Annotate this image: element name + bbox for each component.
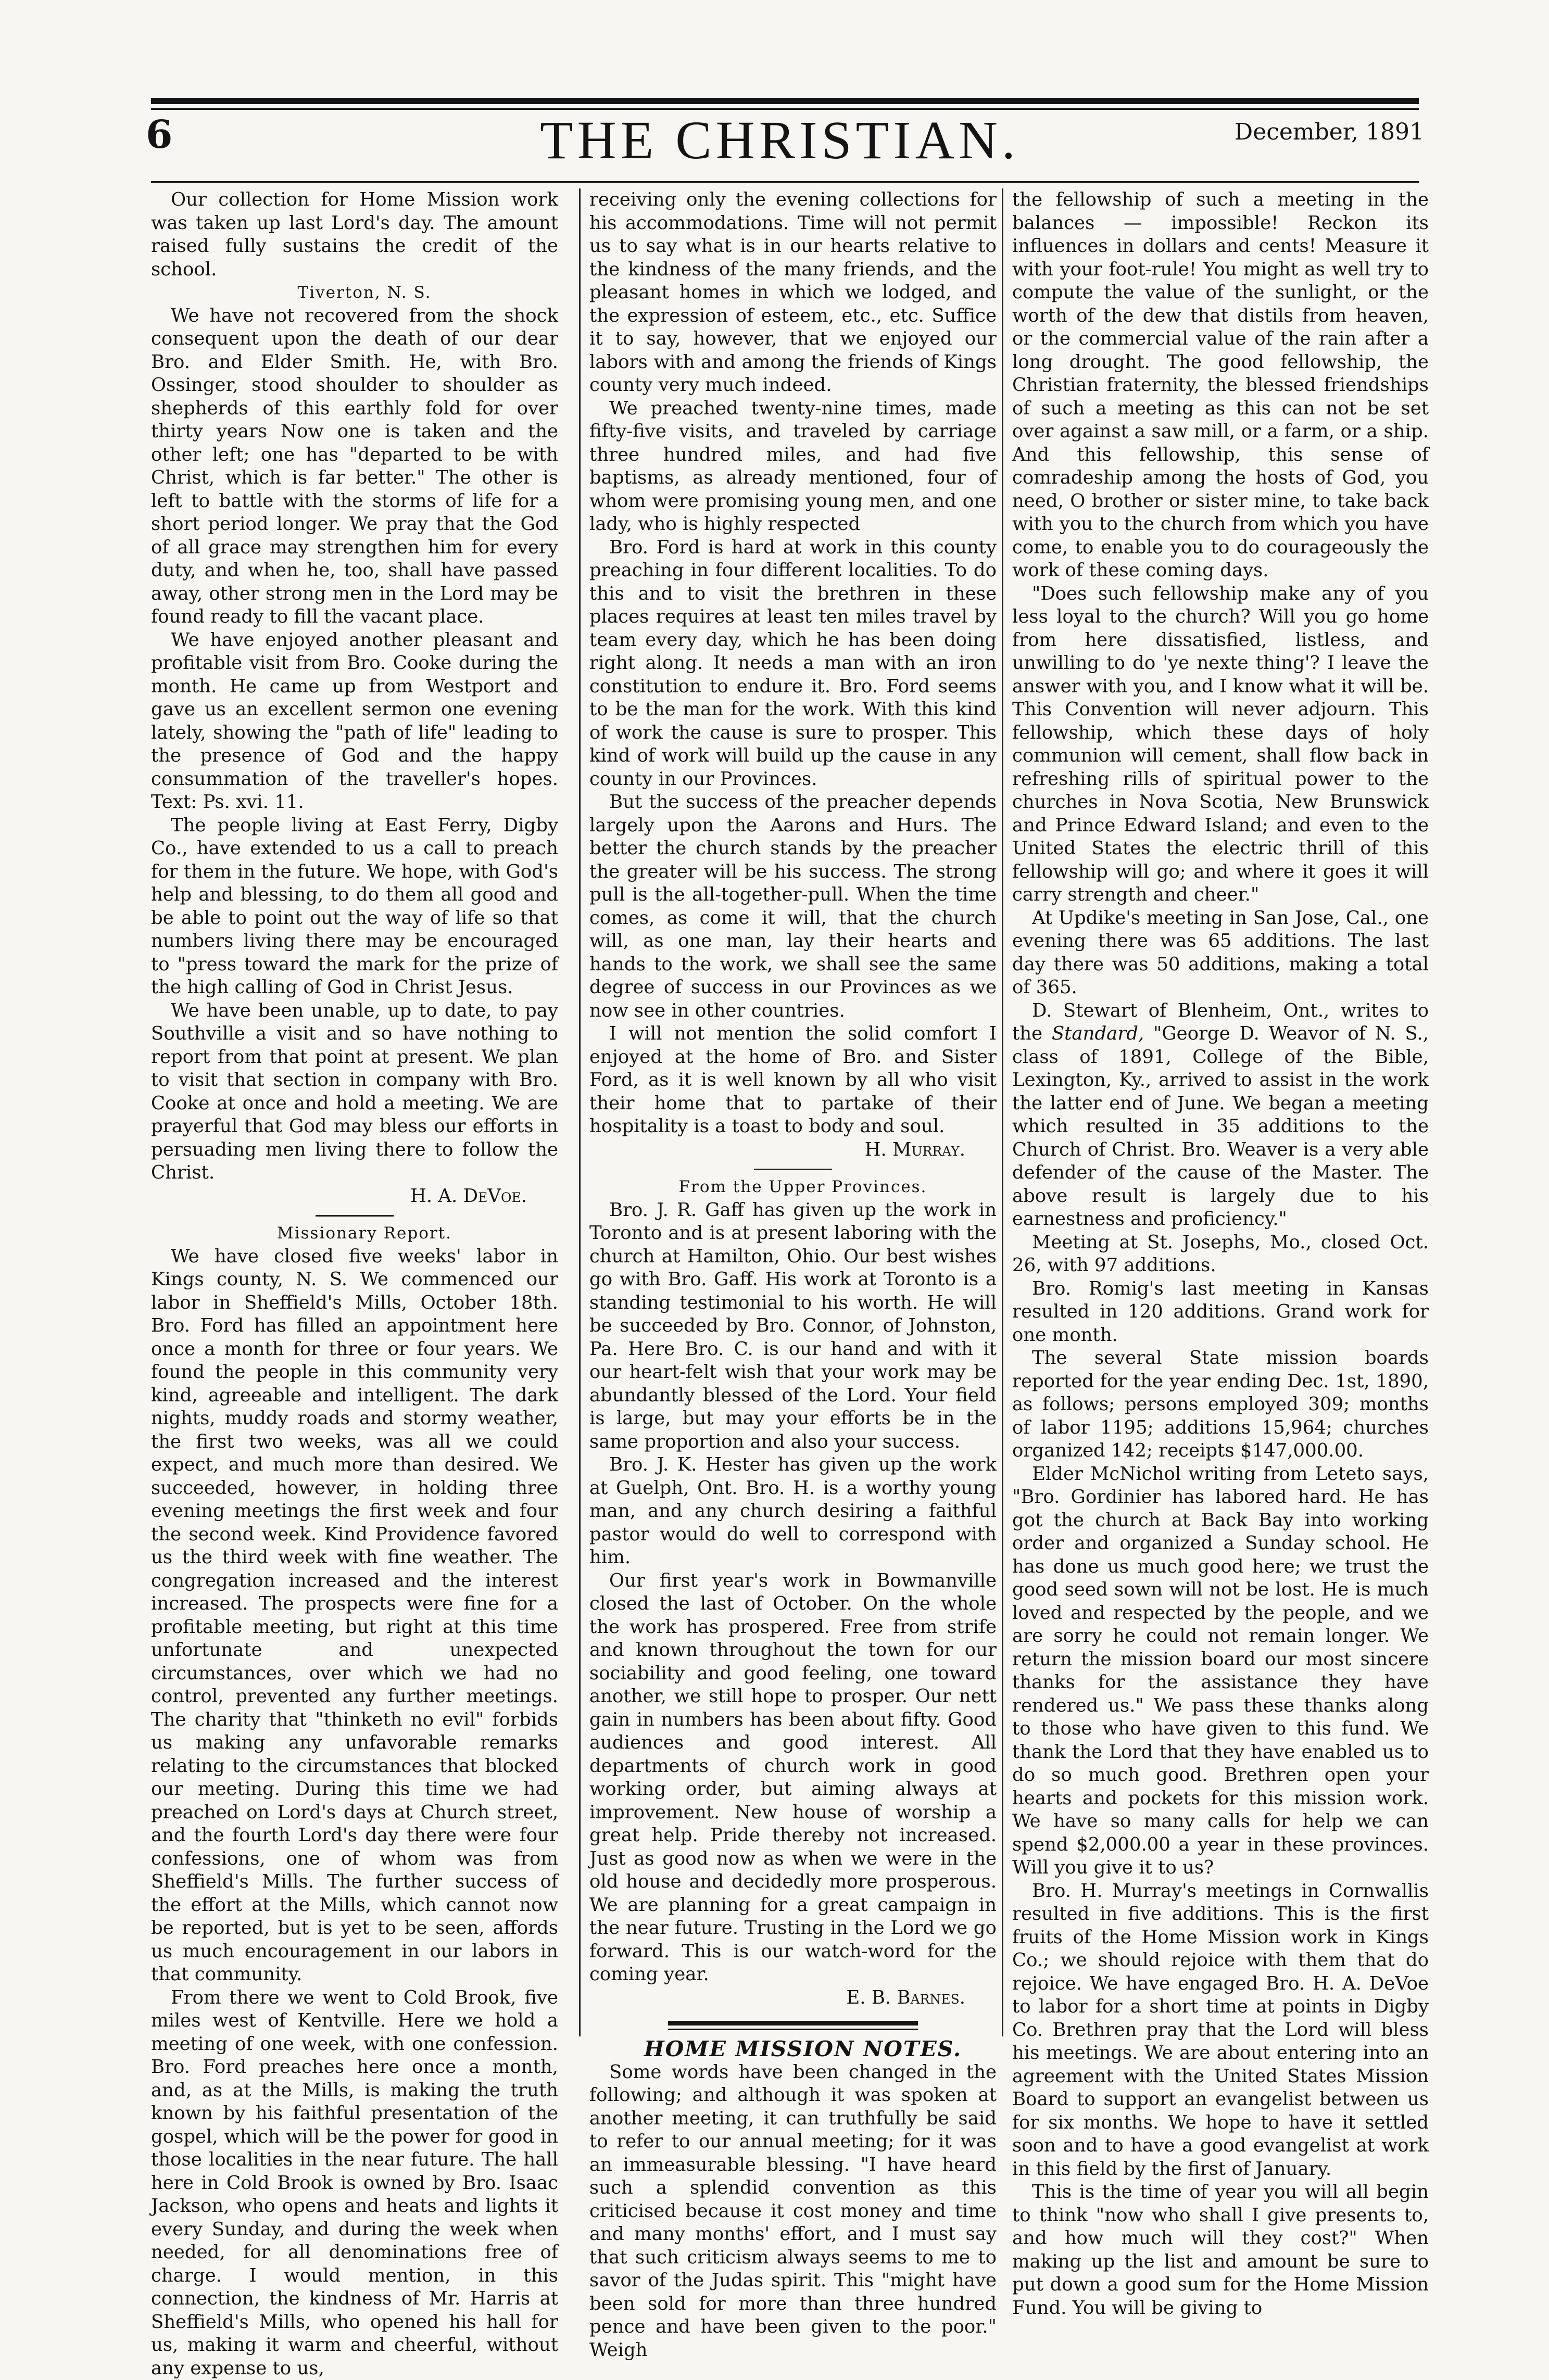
paragraph: receiving only the evening collections for his accommodations. Time will not permit us to say what is in our hearts relative to the kindness of the many friends, and the pleasant homes in which we lodged, and the expression of esteem, etc., etc. Suffice it to say, however, that we enjoyed our labors with and among the friends of Kings county very much indeed.	[589, 188, 997, 397]
paragraph: I will not mention the solid comfort I enjoyed at the home of Bro. and Sister Ford, as it is well known by all who visit their home that to partake of their hospitality is a toast to body and soul.	[589, 1022, 997, 1138]
paragraph: We preached twenty-nine times, made fifty-five visits, and traveled by carriage three hundred miles, and had five baptisms, as already mentioned, four of whom were promising young men, and one lady, who is highly respected	[589, 397, 997, 536]
newspaper-title: THE CHRISTIAN.	[135, 109, 1424, 171]
masthead	[135, 109, 1424, 177]
paragraph: the fellowship of such a meeting in the balances — impossible! Reckon its influences in dollars and cents! Measure it with your foot-rule! You might as well try to compute the value of the sunlight, or the worth of the dew that distils from heaven, or the commercial value of the rain after a long drought. The good fellowship, the Christian fraternity, the blessed friendships of such a meeting as this can not be set over against a saw mill, or a farm, or a ship. And this fellowship, this sense of comradeship among the hosts of God, you need, O brother or sister mine, to take back with you to the church from which you have come, to enable you to do courageously the work of these coming days.	[1012, 188, 1429, 583]
section-heading-missionary-report: Missionary Report.	[151, 1222, 558, 1245]
paragraph: "Does such fellowship make any of you less loyal to the church? Will you go home from here dissatisfied, listless, and unwilling to do 'ye nexte thing'? I leave the answer with you, and I know what it will be. This Convention will never adjourn. This fellowship, which these days of holy communion will cement, shall flow back in refreshing rills of spiritual power to the churches in Nova Scotia, New Brunswick and Prince Edward Island; and even to the United States the electric thrill of this fellowship will go; and where it goes it will carry strength and cheer."	[1012, 583, 1429, 907]
paragraph: This is the time of year you will all begin to think "now who shall I give presents to, and how much will they cost?" When making up the list and amount be sure to put down a good sum for the Home Mission Fund. You will be giving to	[1012, 2181, 1429, 2320]
paragraph: Bro. J. R. Gaff has given up the work in Toronto and is at present laboring with the church at Hamilton, Ohio. Our best wishes go with Bro. Gaff. His work at Toronto is a standing testimonial to his worth. He will be succeeded by Bro. Connor, of Johnston, Pa. Here Bro. C. is our hand and with it our heart-felt wish that your work may be abundantly blessed of the Lord. Your field is large, but may your efforts be in the same proportion and also your success.	[589, 1199, 997, 1454]
section-banner-home-mission-notes: HOME MISSION NOTES.	[589, 2037, 997, 2061]
paragraph: Our first year's work in Bowmanville closed the last of October. On the whole the work has prospered. Free from strife and known throughout the town for our sociability and good feeling, one toward another, we still hope to prosper. Our nett gain in numbers has been about fifty. Good audiences and good interest. All departments of church work in good working order, but aiming always at improvement. New house of worship a great help. Pride thereby not increased. Just as good now as when we were in the old house and decidedly more prosperous. We are planning for a great campaign in the near future. Trusting in the Lord we go forward. This is our watch-word for the coming year.	[589, 1569, 997, 1986]
masthead-bottom-rule	[151, 181, 1419, 183]
column-rule-2	[1002, 188, 1003, 2036]
paragraph: Bro. Ford is hard at work in this county preaching in four different localities. To do this and to visit the brethren in these places requires at least ten miles travel by team every day, which he has been doing right along. It needs a man with an iron constitution to endure it. Bro. Ford seems to be the man for the work. With this kind of work the cause is sure to prosper. This kind of work will build up the cause in any county in our Provinces.	[589, 536, 997, 791]
section-divider	[316, 1215, 394, 1217]
masthead-top-rule	[151, 98, 1419, 104]
issue-date: December, 1891	[1235, 119, 1424, 145]
paragraph: But the success of the preacher depends largely upon the Aarons and Hurs. The better the church stands by the preacher the greater will be his success. The strong pull is the all-together-pull. When the time comes, as come it will, that the church will, as one man, lay their hearts and hands to the work, we shall see the same degree of success in our Provinces as we now see in other countries.	[589, 791, 997, 1022]
paragraph: Bro. J. K. Hester has given up the work at Guelph, Ont. Bro. H. is a worthy young man, and any church desiring a faithful pastor would do well to correspond with him.	[589, 1453, 997, 1569]
paragraph: Some words have been changed in the following; and although it was spoken at another meeting, it can truthfully be said to refer to our annual meeting; for it was an immeasurable blessing. "I have heard such a splendid convention as this criticised because it cost money and time and many months' effort, and I must say that such criticism always seems to me to savor of the Judas spirit. This "might have been sold for more than three hundred pence and have been given to the poor." Weigh	[589, 2061, 997, 2362]
paragraph: The people living at East Ferry, Digby Co., have extended to us a call to preach for them in the future. We hope, with God's help and blessing, to do them all good and be able to point out the way of life so that numbers living there may be encouraged to "press toward the mark for the prize of the high calling of God in Christ Jesus.	[151, 814, 558, 999]
paragraph: We have been unable, up to date, to pay Southville a visit and so have nothing to report from that point at present. We plan to visit that section in company with Bro. Cooke at once and hold a meeting. We are prayerful that God may bless our efforts in persuading men living there to follow the Christ.	[151, 999, 558, 1185]
publication-name-standard: Standard,	[1052, 1023, 1144, 1044]
paragraph: Bro. H. Murray's meetings in Cornwallis resulted in five additions. This is the first fruits of the Home Mission work in Kings Co.; we should rejoice with them that do rejoice. We have engaged Bro. H. A. DeVoe to labor for a short time at points in Digby Co. Brethren pray that the Lord will bless his meetings. We are about entering into an agreement with the United States Mission Board to support an evangelist between us for six months. We hope to have it settled soon and to have a good evangelist at work in this field by the first of January.	[1012, 1880, 1429, 2181]
signature-devoe: H. A. DeVoe.	[151, 1185, 558, 1208]
column-1	[151, 188, 558, 2034]
paragraph: Bro. Romig's last meeting in Kansas resulted in 120 additions. Grand work for one month.	[1012, 1277, 1429, 1347]
signature-murray: H. Murray.	[589, 1138, 997, 1162]
section-heading-upper-provinces: From the Upper Provinces.	[589, 1175, 997, 1199]
text-run: "George D. Weavor of N. S., class of 1891, College of the Bible, Lexington, Ky., arrived to assist in the work the latter end of June. We began a meeting which resulted in 35 additions to the Church of Christ. Bro. Weaver is a very able defender of the cause of the Master. The above result is largely due to his earnestness and proficiency."	[1012, 1023, 1429, 1230]
section-heading-tiverton: Tiverton, N. S.	[151, 281, 558, 305]
signature-barnes: E. B. Barnes.	[589, 1986, 997, 2010]
paragraph: We have closed five weeks' labor in Kings county, N. S. We commenced our labor in Sheffield's Mills, October 18th. Bro. Ford has filled an appointment here once a month for three or four years. We found the people in this community very kind, agreeable and intelligent. The dark nights, muddy roads and stormy weather, the first two weeks, was all we could expect, and much more than desired. We succeeded, however, in holding three evening meetings the first week and four the second week. Kind Providence favored us the third week with fine weather. The congregation increased and the interest increased. The prospects were fine for a profitable meeting, but right at this time unfortunate and unexpected circumstances, over which we had no control, prevented any further meetings. The charity that "thinketh no evil" forbids us making any unfavorable remarks relating to the circumstances that blocked our meeting. During this time we had preached on Lord's days at Church street, and the fourth Lord's day there were four confessions, one of whom was from Sheffield's Mills. The further success of the effort at the Mills, which cannot now be reported, but is yet to be seen, affords us much encouragement in our labors in that community.	[151, 1245, 558, 1986]
page-number: 6	[146, 112, 173, 157]
column-2	[589, 188, 997, 2034]
paragraph: We have enjoyed another pleasant and profitable visit from Bro. Cooke during the month. He came up from Westport and gave us an excellent sermon one evening lately, showing the "path of life" leading to the presence of God and the happy consummation of the traveller's hopes. Text: Ps. xvi. 11.	[151, 629, 558, 814]
paragraph: Elder McNichol writing from Leteto says, "Bro. Gordinier has labored hard. He has got the church at Back Bay into working order and organized a Sunday school. He has done us much good here; we trust the good seed sown will not be lost. He is much loved and respected by the people, and we are sorry he could not remain longer. We return the mission board our most sincere thanks for the assistance they have rendered us." We pass these thanks along to those who have given to this fund. We thank the Lord that they have enabled us to do so much good. Brethren open your hearts and pockets for this mission work. We have so many calls for help we can spend $2,000.00 a year in these provinces. Will you give it to us?	[1012, 1463, 1429, 1880]
paragraph: Our collection for Home Mission work was taken up last Lord's day. The amount raised fully sustains the credit of the school.	[151, 188, 558, 281]
column-rule-1	[579, 188, 581, 2036]
paragraph: The several State mission boards reported for the year ending Dec. 1st, 1890, as follows; persons employed 309; months of labor 1195; additions 15,964; churches organized 142; receipts $147,000.00.	[1012, 1347, 1429, 1463]
paragraph	[1012, 999, 1429, 1231]
banner-rule-thin	[668, 2029, 918, 2030]
paragraph: At Updike's meeting in San Jose, Cal., one evening there was 65 additions. The last day there was 50 additions, making a total of 365.	[1012, 907, 1429, 999]
paragraph: From there we went to Cold Brook, five miles west of Kentville. Here we hold a meeting of one week, with one confession. Bro. Ford preaches here once a month, and, as at the Mills, is making the truth known by his faithful presentation of the gospel, which will be the power for good in those localities in the near future. The hall here in Cold Brook is owned by Bro. Isaac Jackson, who opens and heats and lights it every Sunday, and during the week when needed, for all denominations free of charge. I would mention, in this connection, the kindness of Mr. Harris at Sheffield's Mills, who opened his hall for us, making it warm and cheerful, without any expense to us,	[151, 1986, 558, 2380]
banner-rule-thick	[668, 2021, 918, 2025]
paragraph: We have not recovered from the shock consequent upon the death of our dear Bro. and Elder Smith. He, with Bro. Ossinger, stood shoulder to shoulder as shepherds of this earthly fold for over thirty years Now one is taken and the other left; one has "departed to be with Christ, which is far better." The other is left to battle with the storms of life for a short period longer. We pray that the God of all grace may strengthen him for every duty, and when he, too, shall have passed away, other strong men in the Lord may be found ready to fill the vacant place.	[151, 305, 558, 629]
text-run: D. Stewart of Blenheim, Ont., writes to the	[1012, 1000, 1429, 1045]
paragraph: Meeting at St. Josephs, Mo., closed Oct. 26, with 97 additions.	[1012, 1231, 1429, 1277]
column-3	[1012, 188, 1429, 2034]
section-divider	[754, 1169, 832, 1170]
